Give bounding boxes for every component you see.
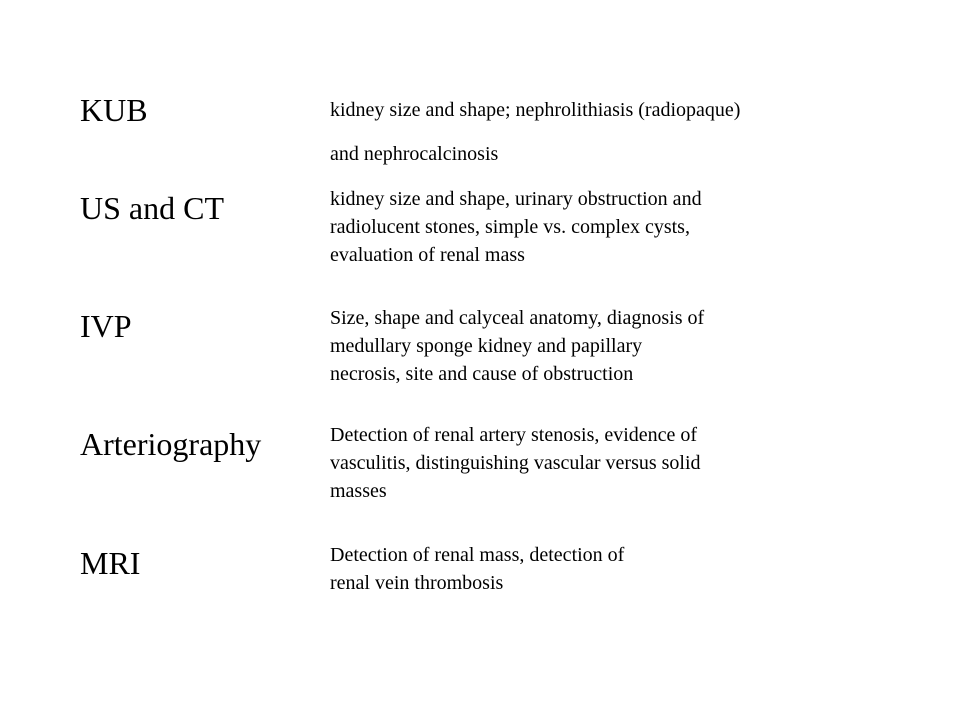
description-line: vasculitis, distinguishing vascular versus solid [330,452,701,474]
description-line: Detection of renal artery stenosis, evidence of [330,424,698,446]
term-arteriography: Arteriography [80,426,262,462]
description-line: Detection of renal mass, detection of [330,544,625,566]
description-line: radiolucent stones, simple vs. complex cysts, [330,216,690,238]
description-line: and nephrocalcinosis [330,143,499,165]
description-us-ct [330,185,890,269]
description-line: renal vein thrombosis [330,572,504,594]
description-line: medullary sponge kidney and papillary [330,335,643,357]
description-line: kidney size and shape, urinary obstruction and [330,188,702,210]
term-us-ct: US and CT [80,190,224,226]
description-line: kidney size and shape; nephrolithiasis (radiopaque) [330,99,741,121]
description-line: evaluation of renal mass [330,244,525,266]
description-mri [330,541,890,597]
description-ivp [330,304,890,388]
term-kub: KUB [80,92,148,128]
description-line: Size, shape and calyceal anatomy, diagnosis of [330,307,705,329]
description-arteriography [330,421,890,505]
term-mri: MRI [80,545,141,581]
description-kub [330,88,890,176]
description-line: masses [330,480,387,502]
term-ivp: IVP [80,308,132,344]
description-line: necrosis, site and cause of obstruction [330,363,634,385]
